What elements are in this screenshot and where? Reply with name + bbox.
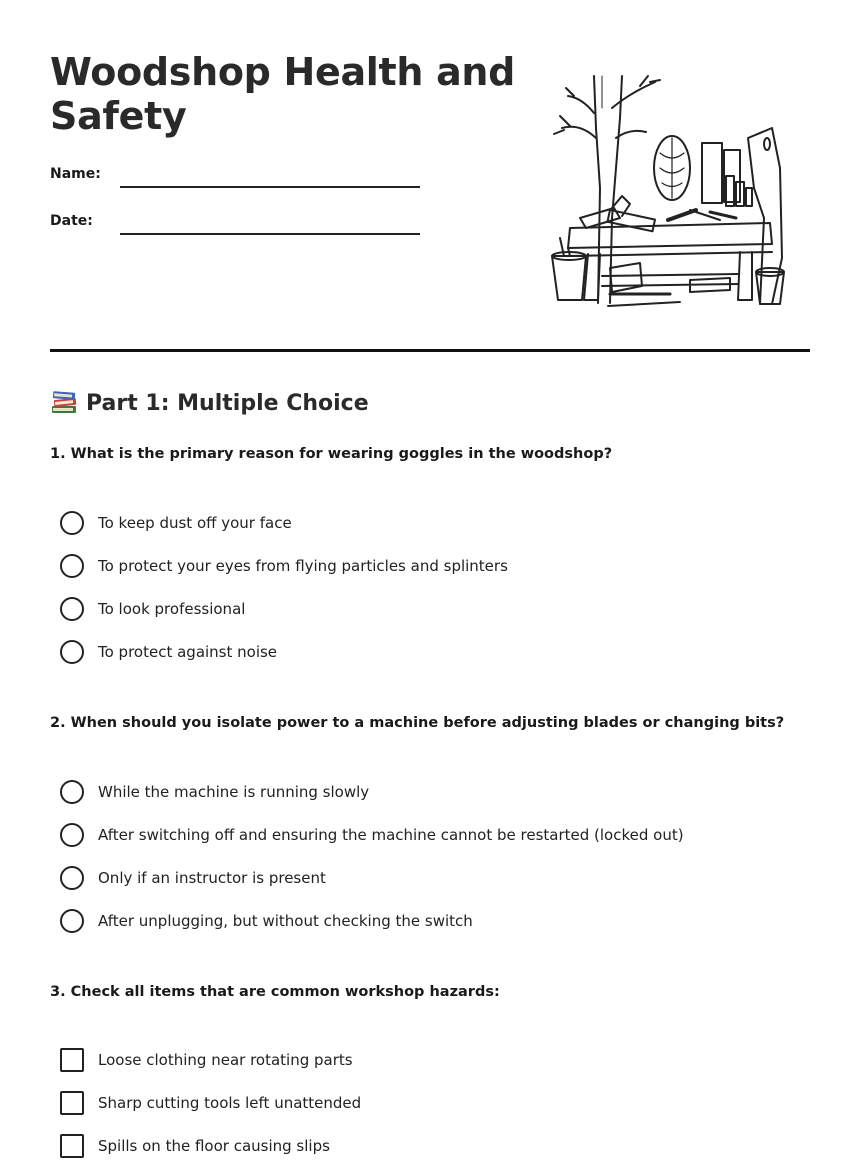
- radio-button[interactable]: [60, 866, 84, 890]
- radio-button[interactable]: [60, 640, 84, 664]
- option-label: To keep dust off your face: [98, 514, 292, 532]
- option-label: While the machine is running slowly: [98, 783, 370, 801]
- name-input-line[interactable]: [120, 186, 420, 188]
- header-divider: [50, 349, 810, 352]
- checkbox[interactable]: [60, 1091, 84, 1115]
- name-field[interactable]: [50, 166, 470, 190]
- question-3: [50, 982, 810, 1155]
- question-2-text: 2. When should you isolate power to a machine before adjusting blades or changing bits?: [50, 715, 785, 731]
- radio-button[interactable]: [60, 511, 84, 535]
- option-label: Loose clothing near rotating parts: [98, 1051, 353, 1069]
- radio-button[interactable]: [60, 597, 84, 621]
- date-input-line[interactable]: [120, 233, 420, 235]
- checkbox[interactable]: [60, 1134, 84, 1158]
- worksheet-page: [50, 0, 810, 1161]
- option-label: Only if an instructor is present: [98, 869, 326, 887]
- books-icon: [50, 388, 78, 416]
- section-title: [50, 388, 369, 420]
- page-title: Woodshop Health and Safety: [50, 50, 516, 138]
- radio-button[interactable]: [60, 554, 84, 578]
- question-3-text: 3. Check all items that are common workshop hazards:: [50, 984, 500, 1000]
- option-label: After switching off and ensuring the machine cannot be restarted (locked out): [98, 826, 684, 844]
- question-2: [50, 713, 810, 930]
- radio-button[interactable]: [60, 823, 84, 847]
- radio-button[interactable]: [60, 909, 84, 933]
- name-label: Name:: [50, 166, 101, 182]
- section-title-text: Part 1: Multiple Choice: [86, 391, 369, 416]
- option-label: To protect against noise: [98, 643, 278, 661]
- question-1-text: 1. What is the primary reason for wearing goggles in the woodshop?: [50, 446, 613, 462]
- option-label: To look professional: [98, 600, 246, 618]
- option-label: Sharp cutting tools left unattended: [98, 1094, 362, 1112]
- option-label: To protect your eyes from flying particles and splinters: [98, 557, 508, 575]
- checkbox[interactable]: [60, 1048, 84, 1072]
- woodshop-illustration: [550, 68, 795, 308]
- radio-button[interactable]: [60, 780, 84, 804]
- option-label: Spills on the floor causing slips: [98, 1137, 330, 1155]
- date-field[interactable]: [50, 213, 470, 237]
- worksheet-header: [50, 50, 810, 310]
- option-label: After unplugging, but without checking the switch: [98, 912, 473, 930]
- question-1: [50, 444, 810, 661]
- date-label: Date:: [50, 213, 93, 229]
